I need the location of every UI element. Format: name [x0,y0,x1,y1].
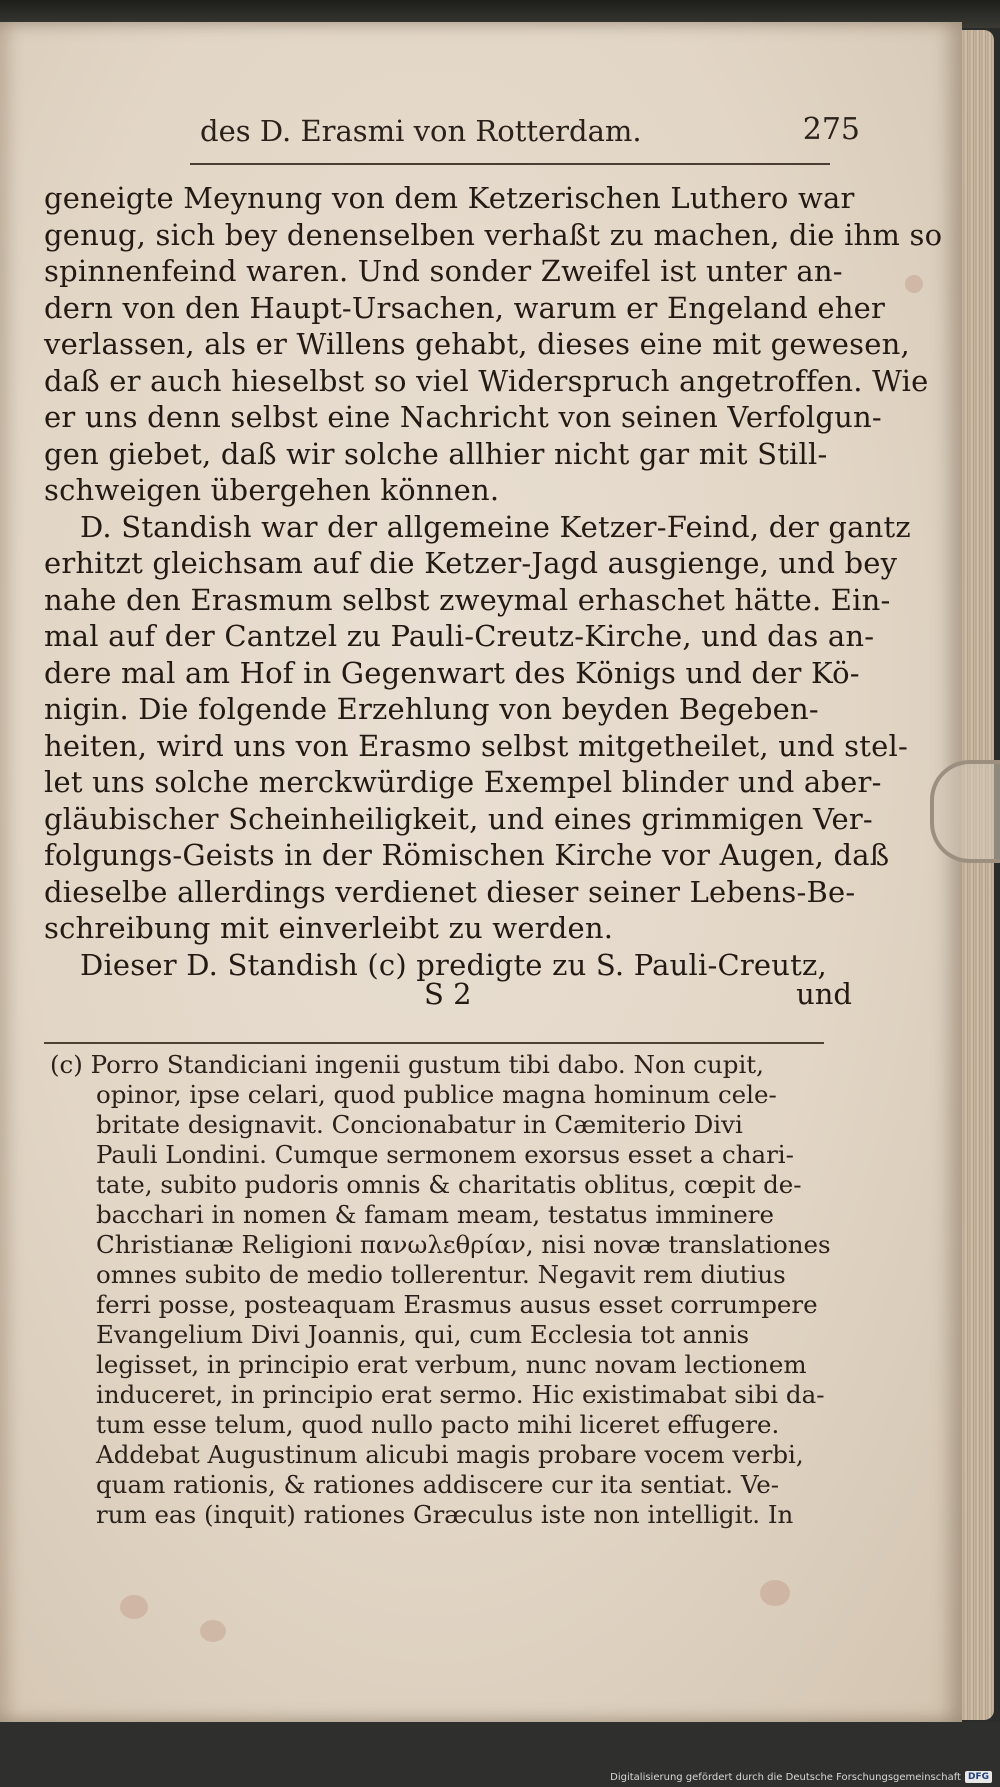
signature-mark: S 2 [424,977,472,1011]
text-line: nahe den Erasmum selbst zweymal erhaschet hätte. Ein- [44,582,891,617]
footnote [50,1050,850,1530]
footnote-line: bacchari in nomen & famam meam, testatus imminere [96,1200,774,1229]
text-line: dieselbe allerdings verdienet dieser seiner Lebens-Be- [44,874,856,909]
footnote-line: (c) Porro Standiciani ingenii gustum tibi dabo. Non cupit, [50,1050,764,1079]
text-line: spinnenfeind waren. Und sonder Zweifel ist unter an- [44,254,843,288]
text-line: verlassen, als er Willens gehabt, dieses eine mit gewesen, [44,327,910,361]
footnote-line: opinor, ipse celari, quod publice magna hominum cele- [96,1080,777,1109]
page-header [200,110,860,150]
footnote-rule [44,1042,824,1044]
footnote-line: legisset, in principio erat verbum, nunc novam lectionem [96,1350,807,1379]
scan-bottom-border [0,1722,1000,1787]
credit-text: Digitalisierung gefördert durch die Deutsche Forschungsgemeinschaft [610,1771,961,1783]
catchword: und [796,977,852,1011]
text-line: dern von den Haupt-Ursachen, warum er Engeland eher [44,290,886,325]
text-line: dere mal am Hof in Gegenwart des Königs und der Kö- [44,655,860,690]
text-line: let uns solche merckwürdige Exempel blinder und aber- [44,765,882,799]
footnote-line: Evangelium Divi Joannis, qui, cum Ecclesia tot annis [96,1320,750,1349]
dfg-logo: DFG [965,1771,992,1783]
text-line: mal auf der Cantzel zu Pauli-Creutz-Kirche, und das an- [44,619,875,653]
paper-stain [120,1595,148,1619]
footnote-line: britate designavit. Concionabatur in Cæmiterio Divi [96,1110,743,1139]
book-clasp [930,760,1000,863]
footnote-line: rum eas (inquit) rationes Græculus iste non intelligit. In [96,1500,794,1529]
digitization-credit [610,1771,992,1783]
paragraph-start-line: D. Standish war der allgemeine Ketzer-Feind, der gantz [80,509,911,544]
text-line: heiten, wird uns von Erasmo selbst mitgetheilet, und stel- [44,728,908,763]
footnote-line: tate, subito pudoris omnis & charitatis oblitus, cœpit de- [96,1170,802,1199]
text-line: genug, sich bey denenselben verhaßt zu machen, die ihm so [44,217,943,252]
paper-stain [905,275,923,293]
footnote-line: omnes subito de medio tollerentur. Negavit rem diutius [96,1260,786,1289]
page-edges [962,30,994,1720]
footnote-line: ferri posse, posteaquam Erasmus ausus esset corrumpere [96,1290,818,1319]
text-line: erhitzt gleichsam auf die Ketzer-Jagd ausgienge, und bey [44,546,898,580]
main-text [44,180,943,983]
signature-line [44,977,852,1013]
footnote-line: Addebat Augustinum alicubi magis probare vocem verbi, [96,1440,804,1469]
page-number: 275 [802,112,860,147]
text-line: folgungs-Geists in der Römischen Kirche vor Augen, daß [44,838,890,872]
footnote-line: tum esse telum, quod nullo pacto mihi liceret effugere. [96,1410,780,1439]
footnote-line: Christianæ Religioni πανωλεθρίαν, nisi novæ translationes [96,1230,831,1259]
text-line: er uns denn selbst eine Nachricht von seinen Verfolgun- [44,400,882,434]
paper-stain [200,1620,226,1642]
text-line: gen giebet, daß wir solche allhier nicht gar mit Still- [44,436,828,471]
footnote-line: quam rationis, & rationes addiscere cur ita sentiat. Ve- [96,1470,780,1499]
paper-stain [760,1580,790,1606]
text-line: schweigen übergehen können. [44,473,500,507]
text-line: geneigte Meynung von dem Ketzerischen Luthero war [44,181,855,215]
text-line: schreibung mit einverleibt zu werden. [44,911,614,945]
header-rule [190,163,830,165]
paragraph-start-line: Dieser D. Standish (c) predigte zu S. Pauli-Creutz, [80,947,827,982]
footnote-line: induceret, in principio erat sermo. Hic existimabat sibi da- [96,1380,825,1409]
text-line: nigin. Die folgende Erzehlung von beyden Begeben- [44,692,819,726]
text-line: daß er auch hieselbst so viel Widerspruch angetroffen. Wie [44,363,929,398]
text-line: gläubischer Scheinheiligkeit, und eines grimmigen Ver- [44,801,873,836]
running-title: des D. Erasmi von Rotterdam. [200,114,642,148]
footnote-line: Pauli Londini. Cumque sermonem exorsus esset a chari- [96,1140,794,1169]
